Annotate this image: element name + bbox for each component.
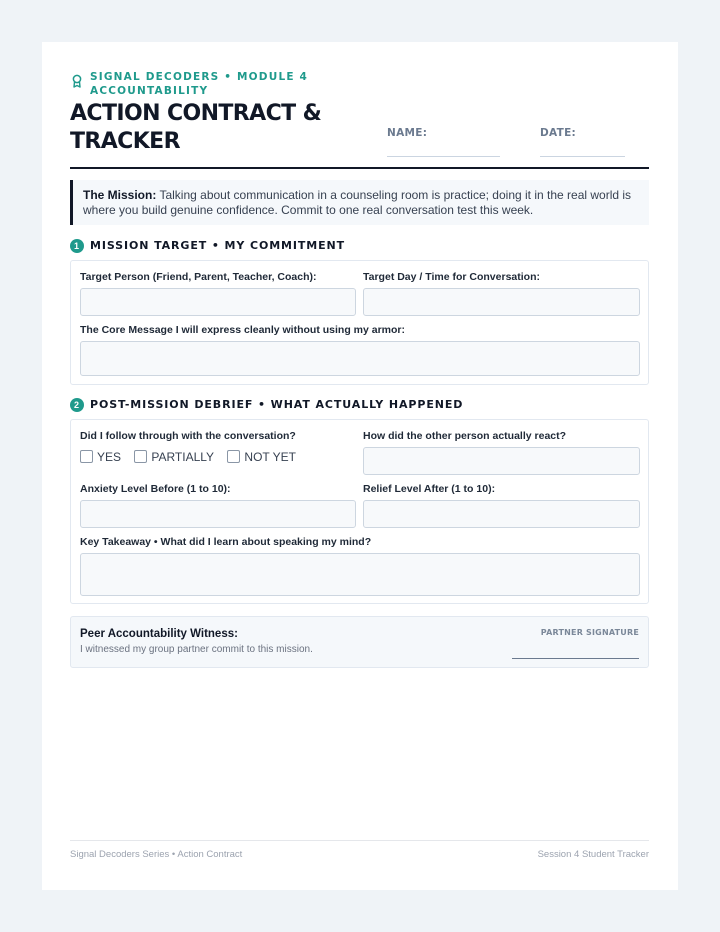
checkbox-yes[interactable] [80, 450, 93, 463]
name-field[interactable] [387, 156, 500, 157]
option-not-yet[interactable] [227, 450, 296, 464]
debrief-panel [70, 419, 649, 604]
option-yes[interactable] [80, 450, 121, 464]
takeaway-field[interactable] [80, 553, 640, 596]
target-day-label: Target Day / Time for Conversation: [363, 271, 540, 283]
name-label: NAME: [387, 127, 428, 139]
follow-through-label: Did I follow through with the conversation? [80, 430, 296, 442]
section-2-title: POST-MISSION DEBRIEF • WHAT ACTUALLY HAPPENED [90, 398, 464, 411]
mission-target-panel [70, 260, 649, 385]
footer-right: Session 4 Student Tracker [537, 849, 649, 860]
worksheet-page [42, 42, 678, 890]
header-divider [70, 167, 649, 169]
target-person-label: Target Person (Friend, Parent, Teacher, Coach): [80, 271, 317, 283]
anxiety-label: Anxiety Level Before (1 to 10): [80, 483, 231, 495]
footer-divider [70, 840, 649, 841]
kicker [70, 70, 390, 98]
kicker-text: SIGNAL DECODERS • MODULE 4 ACCOUNTABILITY [90, 71, 309, 97]
relief-label: Relief Level After (1 to 10): [363, 483, 496, 495]
relief-field[interactable] [363, 500, 640, 528]
takeaway-label: Key Takeaway • What did I learn about speaking my mind? [80, 536, 372, 548]
mission-text: Talking about communication in a counseling room is practice; doing it in the real world is where you build genuine confidence. Commit to one real conversation test this week. [83, 188, 632, 217]
footer-left: Signal Decoders Series • Action Contract [70, 849, 243, 860]
mission-lead: The Mission: [83, 188, 157, 202]
mission-callout [70, 180, 649, 225]
section-1-title: MISSION TARGET • MY COMMITMENT [90, 239, 346, 252]
core-message-field[interactable] [80, 341, 640, 376]
date-field[interactable] [540, 156, 625, 157]
option-yes-label: YES [97, 450, 122, 464]
reaction-field[interactable] [363, 447, 640, 475]
witness-panel [70, 616, 649, 668]
core-message-label: The Core Message I will express cleanly without using my armor: [80, 324, 406, 336]
option-not-yet-label: NOT YET [244, 450, 296, 464]
signature-label: PARTNER SIGNATURE [540, 628, 639, 637]
checkbox-not-yet[interactable] [227, 450, 240, 463]
page-title: ACTION CONTRACT & TRACKER [70, 101, 322, 154]
option-partially[interactable] [134, 450, 214, 464]
follow-through-options [80, 450, 306, 464]
section-1-number: 1 [70, 239, 84, 253]
target-person-field[interactable] [80, 288, 356, 316]
section-2-heading [70, 398, 463, 412]
witness-title: Peer Accountability Witness: [80, 628, 238, 640]
witness-subtitle: I witnessed my group partner commit to this mission. [80, 644, 313, 655]
section-2-number: 2 [70, 398, 84, 412]
section-1-heading [70, 239, 345, 253]
checkbox-partially[interactable] [134, 450, 147, 463]
reaction-label: How did the other person actually react? [363, 430, 567, 442]
anxiety-field[interactable] [80, 500, 356, 528]
date-label: DATE: [540, 127, 577, 139]
option-partially-label: PARTIALLY [151, 450, 215, 464]
signature-field[interactable] [512, 658, 639, 659]
target-day-field[interactable] [363, 288, 640, 316]
award-ribbon-icon [71, 74, 83, 88]
